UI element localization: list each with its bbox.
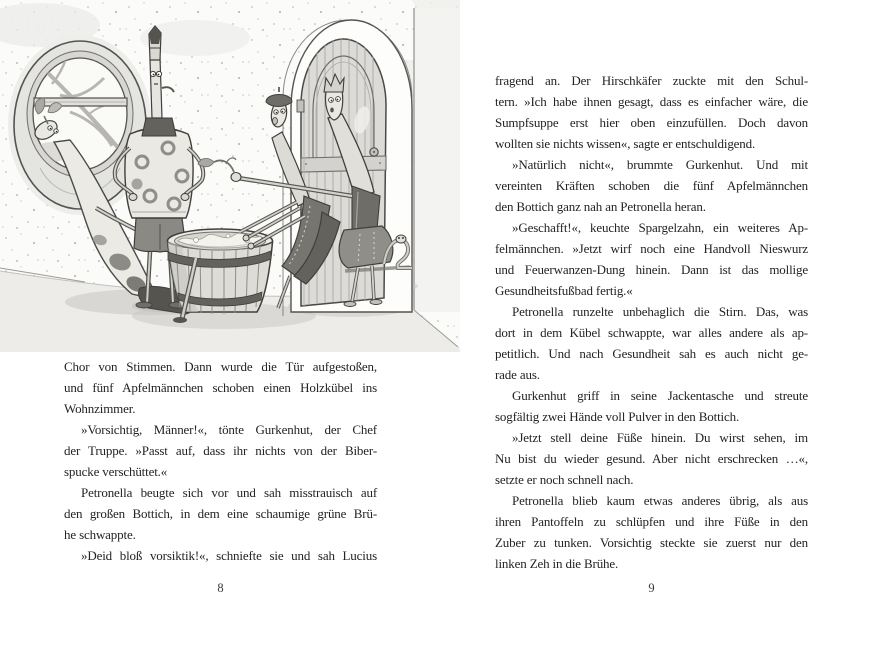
text-line: der Truppe. »Passt auf, dass ihr nichts von der Biber- <box>64 443 377 458</box>
right-page-number: 9 <box>648 581 655 595</box>
text-line: fragend an. Der Hirschkäfer zuckte mit den Schul- <box>495 73 808 88</box>
text-line: Wohnzimmer. <box>64 401 136 416</box>
text-line: wollten sie nichts wissen«, sagte er entschuldigend. <box>495 136 756 151</box>
text-line: Sumpfsuppe erst hier oben einzufüllen. Doch davon <box>495 115 808 130</box>
text-line: »Deid bloß vorsiktik!«, schniefte sie und sah Lucius <box>81 548 377 563</box>
text-line: »Vorsichtig, Männer!«, tönte Gurkenhut, der Chef <box>81 422 377 437</box>
text-line: den großen Bottich, in dem eine schaumige grüne Brü- <box>64 506 377 521</box>
text-line: und fünf Apfelmännchen schoben einen Holzkübel ins <box>64 380 377 395</box>
sweater <box>125 128 193 218</box>
text-line: he schwappte. <box>64 527 136 542</box>
right-page-text <box>495 70 808 574</box>
text-line: Petronella blieb kaum etwas anderes übrig, als aus <box>512 493 808 508</box>
neck <box>150 58 162 118</box>
left-page-number: 8 <box>217 581 224 595</box>
text-line: »Natürlich nicht«, brummte Gurkenhut. Und mit <box>512 157 808 172</box>
text-line: »Geschafft!«, keuchte Spargelzahn, ein weiteres Ap- <box>512 220 808 235</box>
text-line: vereinten Kräften schoben die fünf Apfelmännchen <box>495 178 808 193</box>
illustration <box>0 0 460 352</box>
text-line: Zuber zu tunken. Vorsichtig steckte sie zuerst nur den <box>495 535 808 550</box>
left-page-text <box>64 356 377 566</box>
text-line: »Jetzt stell deine Füße hinein. Du wirst sehen, im <box>512 430 808 445</box>
text-line: rade aus. <box>495 367 540 382</box>
text-line: Nu bist du wieder gesund. Aber nicht erschrecken …«, <box>495 451 808 466</box>
text-line: linken Zeh in die Brühe. <box>495 556 619 571</box>
text-line: dort in dem Kübel schwappte, war alles andere als ap- <box>495 325 808 340</box>
text-line: felmännchen. »Jetzt wirf noch eine Handvoll Nieswurz <box>495 241 808 256</box>
beret <box>266 95 292 107</box>
text-line: tern. »Ich habe ihnen gesagt, dass es einfacher wäre, die <box>495 94 808 109</box>
text-line: Gurkenhut griff in seine Jackentasche und streute <box>512 388 808 403</box>
text-line: Gesundheitsfußbad fertig.« <box>495 283 633 298</box>
text-line: ihren Pantoffeln zu schlüpfen und ihre Füße in den <box>495 514 808 529</box>
text-line: petitlich. Und nach Gesundheit sah es auch nicht ge- <box>495 346 808 361</box>
text-line: Chor von Stimmen. Dann wurde die Tür aufgestoßen, <box>64 359 377 374</box>
text-line: sogfältig zwei Hände voll Pulver in den Bottich. <box>495 409 740 424</box>
text-line: und Feuerwanzen-Dung hinein. Dann ist das mollige <box>495 262 808 277</box>
text-line: setzte er noch schnell nach. <box>495 472 634 487</box>
text-line: Petronella runzelte unbehaglich die Stirn. Das, was <box>512 304 808 319</box>
collar <box>142 118 176 136</box>
text-line: Petronella beugte sich vor und sah misstrauisch auf <box>81 485 377 500</box>
text-line: spucke verschüttet.« <box>64 464 168 479</box>
text-line: den Bottich ganz nah an Petronella heran. <box>495 199 706 214</box>
